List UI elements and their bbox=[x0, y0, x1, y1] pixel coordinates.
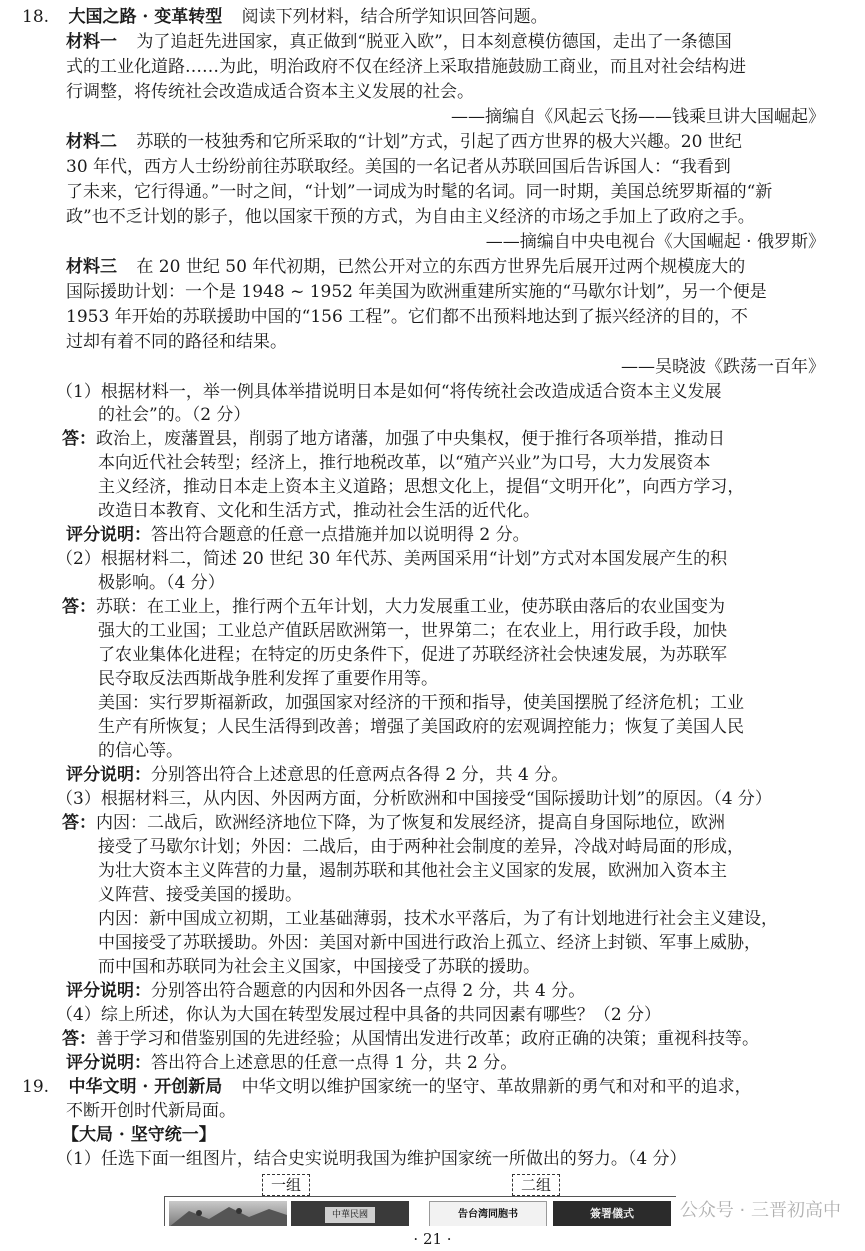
answer-text: 改造日本教育、文化和生活方式，推动社会生活的近代化。 bbox=[98, 501, 540, 521]
material-text: 30 年代，西方人士纷纷前往苏联取经。美国的一名记者从苏联回国后告诉国人：“我看到 bbox=[66, 157, 731, 177]
scoring-note-4 bbox=[66, 1052, 517, 1074]
group-1-tag: 一组 bbox=[262, 1174, 310, 1196]
scoring-label: 评分说明： bbox=[66, 981, 151, 1001]
answer-text: 主义经济，推动日本走上资本主义道路；思想文化上，提倡“文明开化”，向西方学习， bbox=[98, 477, 745, 497]
material-text: 国际援助计划：一个是 1948 ~ 1952 年美国为欧洲重建所实施的“马歇尔计划”，另一个便是 bbox=[66, 282, 767, 302]
scoring-note-1 bbox=[66, 524, 530, 546]
scoring-text: 答出符合题意的任意一点措施并加以说明得 2 分。 bbox=[151, 525, 530, 545]
subquestion-2: （2）根据材料二，简述 20 世纪 30 年代苏、美两国采用“计划”方式对本国发展产生的积 bbox=[56, 549, 728, 569]
subquestion-1: （1）任选下面一组图片，结合史实说明我国为维护国家统一所做出的努力。（4 分） bbox=[56, 1149, 687, 1169]
material-text: 式的工业化道路……为此，明治政府不仅在经济上采取措施鼓励工商业，而且对社会结构进 bbox=[66, 57, 746, 77]
question-title: 大国之路 · 变革转型 bbox=[68, 7, 223, 27]
question-intro: 不断开创时代新局面。 bbox=[66, 1101, 236, 1121]
material-2-line bbox=[66, 131, 742, 153]
subquestion-3: （3）根据材料三，从内因、外因两方面，分析欧洲和中国接受“国际援助计划”的原因。（4 分） bbox=[56, 789, 772, 809]
question-number: 19. bbox=[22, 1077, 50, 1097]
answer-text: 中国接受了苏联援助。外因：美国对新中国进行政治上孤立、经济上封锁、军事上威胁， bbox=[98, 933, 761, 953]
photo-3-message-to-compatriots bbox=[429, 1201, 547, 1226]
photo-1-taiwan-resistance bbox=[169, 1201, 287, 1226]
photo-4-signing-ceremony bbox=[553, 1201, 671, 1226]
answer-text: 本向近代社会转型；经济上，推行地税改革，以“殖产兴业”为口号，大力发展资本 bbox=[98, 453, 711, 473]
question-intro: 阅读下列材料，结合所学知识回答问题。 bbox=[241, 7, 548, 27]
material-text: 过却有着不同的路径和结果。 bbox=[66, 332, 287, 352]
answer-text: 了农业集体化进程；在特定的历史条件下，促进了苏联经济社会快速发展，为苏联军 bbox=[98, 645, 727, 665]
answer-text: 善于学习和借鉴别国的先进经验；从国情出发进行改革；政府正确的决策；重视科技等。 bbox=[96, 1029, 759, 1049]
section-heading: 【大局 · 坚守统一】 bbox=[62, 1125, 216, 1145]
answer-text: 而中国和苏联同为社会主义国家，中国接受了苏联的援助。 bbox=[98, 957, 540, 977]
answer-text: 的信心等。 bbox=[98, 741, 183, 761]
scoring-text: 分别答出符合题意的内因和外因各一点得 2 分，共 4 分。 bbox=[151, 981, 586, 1001]
scoring-label: 评分说明： bbox=[66, 525, 151, 545]
page-number: · 21 · bbox=[413, 1230, 452, 1248]
scoring-note-2 bbox=[66, 764, 568, 786]
subquestion-1: （1）根据材料一，举一例具体举措说明日本是如何“将传统社会改造成适合资本主义发展 bbox=[56, 382, 722, 402]
answer-label: 答： bbox=[62, 813, 96, 833]
scoring-text: 答出符合上述意思的任意一点得 1 分，共 2 分。 bbox=[151, 1053, 518, 1073]
material-1-line bbox=[66, 31, 732, 53]
newspaper-headline: 告台湾同胞书 bbox=[458, 1209, 518, 1220]
material-source: ——摘编自中央电视台《大国崛起 · 俄罗斯》 bbox=[485, 232, 825, 252]
question-number: 18. bbox=[22, 7, 50, 27]
answer-2 bbox=[62, 596, 725, 618]
answer-label: 答： bbox=[62, 429, 96, 449]
scoring-note-3 bbox=[66, 980, 585, 1002]
material-text: 在 20 世纪 50 年代初期，已然公开对立的东西方世界先后展开过两个规模庞大的 bbox=[136, 257, 746, 277]
battle-illustration-icon bbox=[169, 1201, 287, 1226]
material-source: ——吴晓波《跌荡一百年》 bbox=[621, 357, 825, 377]
ceremony-banner: 簽署儀式 bbox=[590, 1207, 634, 1220]
scoring-label: 评分说明： bbox=[66, 1053, 151, 1073]
answer-1 bbox=[62, 428, 725, 450]
answer-text: 为壮大资本主义阵营的力量，遏制苏联和其他社会主义国家的发展，欧洲加入资本主 bbox=[98, 861, 727, 881]
material-text: 为了追赶先进国家，真正做到“脱亚入欧”，日本刻意模仿德国，走出了一条德国 bbox=[136, 32, 732, 52]
figure-captions bbox=[164, 1226, 676, 1227]
material-label: 材料一 bbox=[66, 32, 117, 52]
material-label: 材料二 bbox=[66, 132, 117, 152]
material-text: 政”也不乏计划的影子，他以国家干预的方式，为自由主义经济的市场之手加上了政府之手。 bbox=[66, 207, 755, 227]
material-source: ——摘编自《风起云飞扬——钱乘旦讲大国崛起》 bbox=[451, 107, 825, 127]
subquestion-1: 的社会”的。（2 分） bbox=[98, 405, 251, 425]
watermark: 公众号 · 三晋初高中 bbox=[679, 1200, 841, 1221]
answer-text: 内因：二战后，欧洲经济地位下降，为了恢复和发展经济，提高自身国际地位，欧洲 bbox=[96, 813, 725, 833]
answer-text: 接受了马歇尔计划；外因：二战后，由于两种社会制度的差异，冷战对峙局面的形成， bbox=[98, 837, 744, 857]
material-label: 材料三 bbox=[66, 257, 117, 277]
answer-label: 答： bbox=[62, 597, 96, 617]
answer-text: 强大的工业国；工业总产值跃居欧洲第一，世界第二；在农业上，用行政手段，加快 bbox=[98, 621, 727, 641]
answer-text: 民夺取反法西斯战争胜利发挥了重要作用等。 bbox=[98, 669, 438, 689]
figure-strip bbox=[164, 1174, 676, 1226]
material-text: 行调整，将传统社会改造成适合资本主义发展的社会。 bbox=[66, 82, 474, 102]
material-text: 了未来，它行得通。”一时之间，“计划”一词成为时髦的名词。同一时期，美国总统罗斯福的“新 bbox=[66, 182, 773, 202]
scoring-text: 分别答出符合上述意思的任意两点各得 2 分，共 4 分。 bbox=[151, 765, 569, 785]
material-3-line bbox=[66, 256, 745, 278]
photo-2-taiwan-restoration bbox=[291, 1201, 409, 1226]
answer-label: 答： bbox=[62, 1029, 96, 1049]
answer-text: 义阵营、接受美国的援助。 bbox=[98, 885, 302, 905]
figure-box bbox=[164, 1196, 676, 1226]
material-text: 苏联的一枝独秀和它所采取的“计划”方式，引起了西方世界的极大兴趣。20 世纪 bbox=[136, 132, 742, 152]
answer-text: 生产有所恢复；人民生活得到改善；增强了美国政府的宏观调控能力；恢复了美国人民 bbox=[98, 717, 744, 737]
group-2-tag: 二组 bbox=[512, 1174, 560, 1196]
answer-text: 内因：新中国成立初期，工业基础薄弱，技术水平落后，为了有计划地进行社会主义建设， bbox=[98, 909, 778, 929]
answer-text: 美国：实行罗斯福新政，加强国家对经济的干预和指导，使美国摆脱了经济危机；工业 bbox=[98, 693, 744, 713]
subquestion-4: （4）综上所述，你认为大国在转型发展过程中具备的共同因素有哪些？（2 分） bbox=[56, 1005, 662, 1025]
gate-sign: 中華民國 bbox=[325, 1207, 375, 1223]
answer-text: 政治上，废藩置县，削弱了地方诸藩，加强了中央集权，便于推行各项举措，推动日 bbox=[96, 429, 725, 449]
question-18-header bbox=[22, 6, 548, 28]
question-intro: 中华文明以维护国家统一的坚守、革故鼎新的勇气和对和平的追求， bbox=[241, 1077, 752, 1097]
material-text: 1953 年开始的苏联援助中国的“156 工程”。它们都不出预料地达到了振兴经济的目的，不 bbox=[66, 307, 748, 327]
answer-4 bbox=[62, 1028, 759, 1050]
subquestion-2: 极影响。（4 分） bbox=[98, 573, 225, 593]
question-title: 中华文明 · 开创新局 bbox=[68, 1077, 223, 1097]
scoring-label: 评分说明： bbox=[66, 765, 151, 785]
answer-text: 苏联：在工业上，推行两个五年计划，大力发展重工业，使苏联由落后的农业国变为 bbox=[96, 597, 725, 617]
answer-3 bbox=[62, 812, 725, 834]
